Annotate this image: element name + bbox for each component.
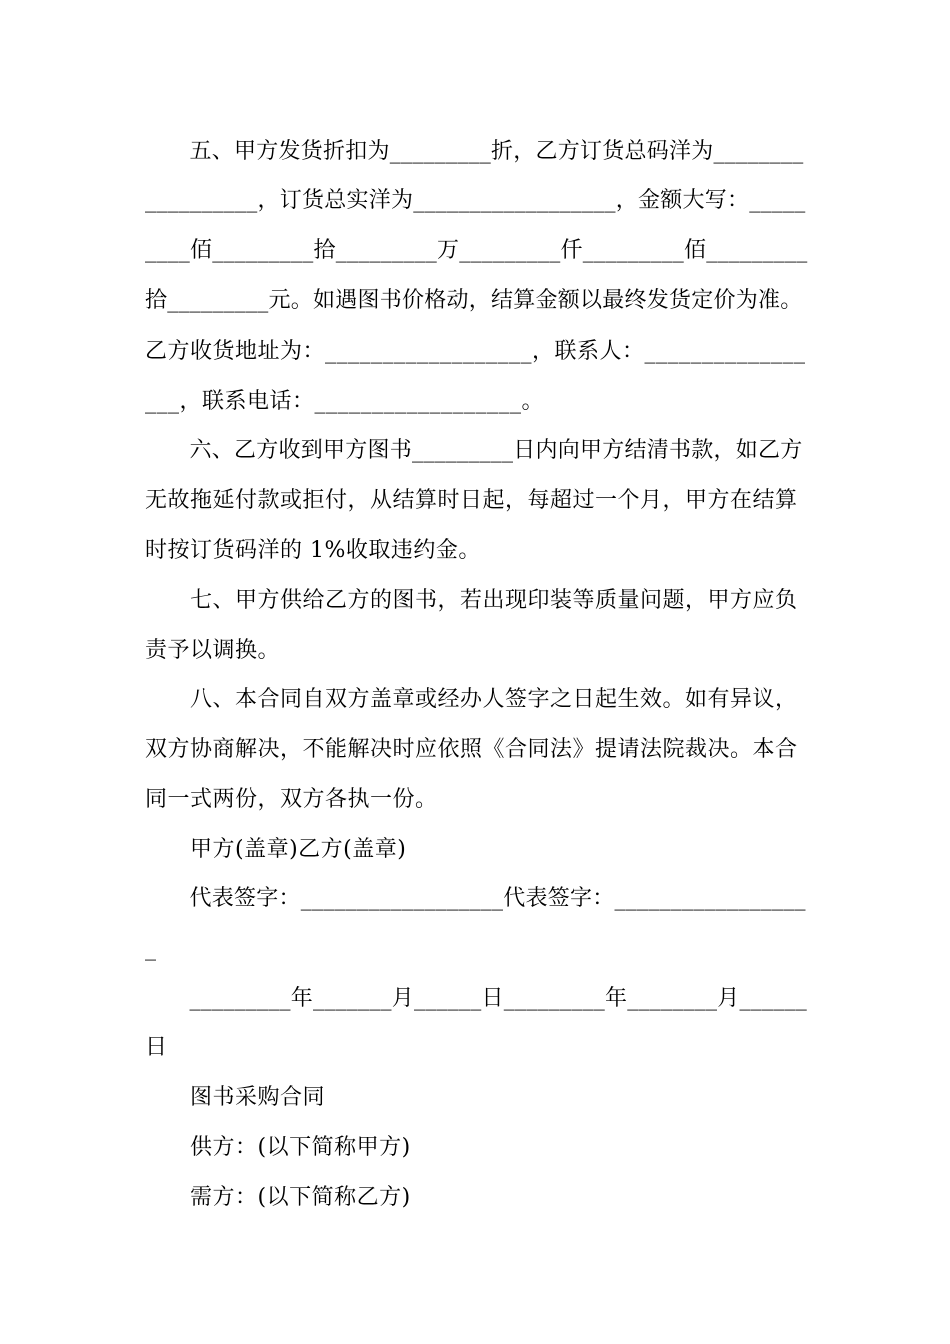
text-line: 八、本合同自双方盖章或经办人签字之日起生效。如有异议， bbox=[145, 687, 798, 712]
text-line: 六、乙方收到甲方图书_________日内向甲方结清书款，如乙方 bbox=[145, 438, 803, 463]
text-line: 甲方(盖章)乙方(盖章) bbox=[145, 837, 407, 862]
text-line: ____佰_________拾_________万_________仟_________佰_________ bbox=[145, 238, 808, 263]
text-line: 拾_________元。如遇图书价格动，结算金额以最终发货定价为准。 bbox=[145, 288, 803, 313]
text-line: 供方：(以下简称甲方) bbox=[145, 1135, 411, 1160]
text-line: 七、甲方供给乙方的图书，若出现印装等质量问题，甲方应负 bbox=[145, 588, 798, 613]
text-line: __________，订货总实洋为__________________，金额大写：_____ bbox=[145, 188, 806, 213]
text-line: 双方协商解决，不能解决时应依照《合同法》提请法院裁决。本合 bbox=[145, 737, 798, 762]
text-line: 需方：(以下简称乙方) bbox=[145, 1185, 411, 1210]
text-line: 无故拖延付款或拒付，从结算时日起，每超过一个月，甲方在结算 bbox=[145, 488, 798, 513]
text-line: 代表签字：__________________代表签字：_________________ bbox=[145, 886, 806, 911]
text-line: 乙方收货地址为：__________________，联系人：______________ bbox=[145, 339, 806, 364]
text-line: 时按订货码洋的 1%收取违约金。 bbox=[145, 538, 481, 563]
text-line: 同一式两份，双方各执一份。 bbox=[145, 787, 438, 812]
text-line: _ bbox=[145, 936, 157, 961]
text-line: 日 bbox=[145, 1035, 168, 1060]
text-line: ___，联系电话：__________________。 bbox=[145, 389, 545, 414]
text-line: 五、甲方发货折扣为_________折，乙方订货总码洋为________ bbox=[145, 139, 804, 164]
text-line: 责予以调换。 bbox=[145, 638, 281, 663]
text-line: 图书采购合同 bbox=[145, 1085, 326, 1110]
text-line: _________年_______月______日_________年________月______ bbox=[145, 986, 808, 1011]
